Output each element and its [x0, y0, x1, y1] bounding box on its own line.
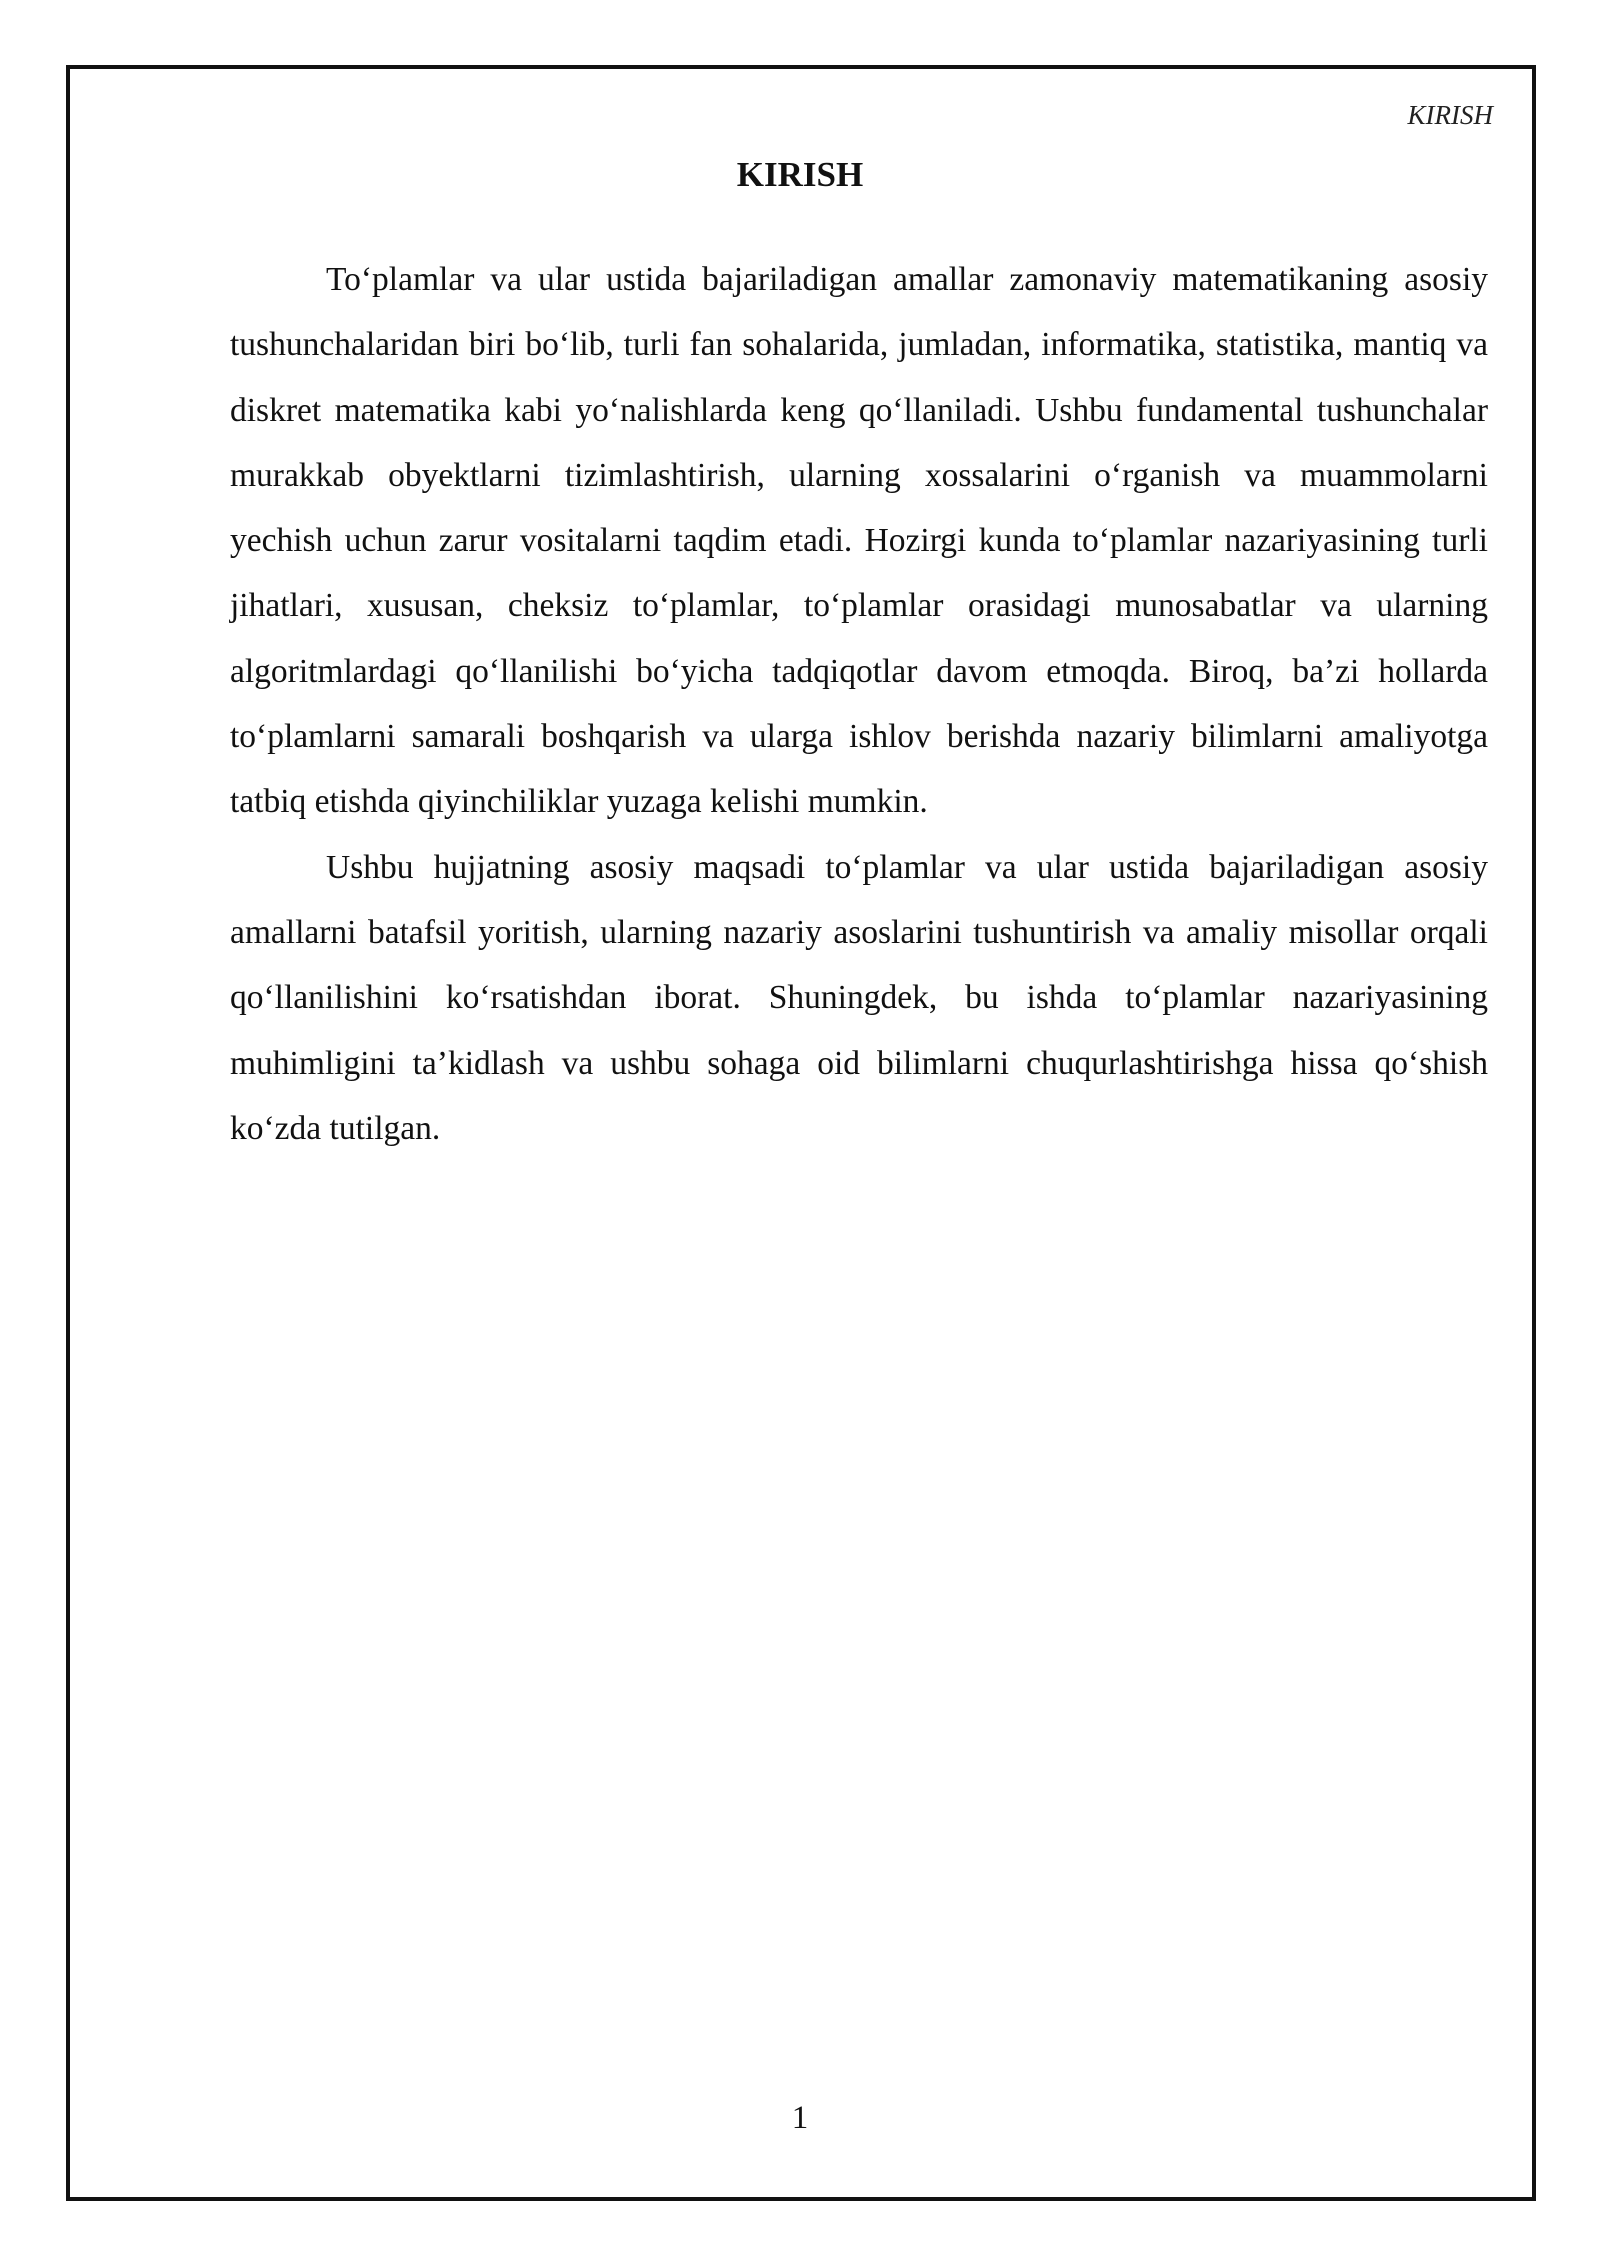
page-title: KIRISH: [736, 155, 864, 194]
document-body: [230, 247, 1488, 1161]
running-header: KIRISH: [1407, 100, 1493, 130]
page-number: 1: [791, 2100, 809, 2136]
paragraph-2: Ushbu hujjatning asosiy maqsadi to‘plamlar va ular ustida bajariladigan asosiy amallarni batafsil yoritish, ularning nazariy asoslarini tushuntirish va amaliy misollar orqali qo‘llanilishini ko‘rsatishdan iborat. Shuningdek, bu ishda to‘plamlar nazariyasining muhimligini ta’kidlash va ushbu sohaga oid bilimlarni chuqurlashtirishga hissa qo‘shish ko‘zda tutilgan.: [230, 848, 1488, 1147]
paragraph-1: To‘plamlar va ular ustida bajariladigan amallar zamonaviy matematikaning asosiy tushunchalaridan biri bo‘lib, turli fan sohalarida, jumladan, informatika, statistika, mantiq va diskret matematika kabi yo‘nalishlarda keng qo‘llaniladi. Ushbu fundamental tushunchalar murakkab obyektlarni tizimlashtirish, ularning xossalarini o‘rganish va muammolarni yechish uchun zarur vositalarni taqdim etadi. Hozirgi kunda to‘plamlar nazariyasining turli jihatlari, xususan, cheksiz to‘plamlar, to‘plamlar orasidagi munosabatlar va ularning algoritmlardagi qo‘llanilishi bo‘yicha tadqiqotlar davom etmoqda. Biroq, ba’zi hollarda to‘plamlarni samarali boshqarish va ularga ishlov berishda nazariy bilimlarni amaliyotga tatbiq etishda qiyinchiliklar yuzaga kelishi mumkin.: [230, 261, 1488, 821]
